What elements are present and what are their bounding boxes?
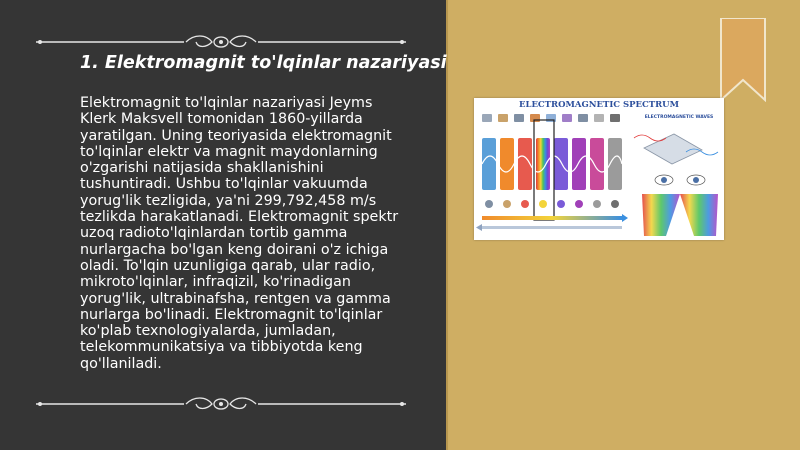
bookmark-ribbon-icon: [719, 18, 767, 102]
image-heading: ELECTROMAGNETIC SPECTRUM: [518, 100, 680, 110]
image-subheading: ELECTROMAGNETIC WAVES: [644, 115, 714, 120]
slide-title: 1. Elektromagnit to'lqinlar nazariyasi: [80, 53, 447, 73]
slide-body-text: Elektromagnit to'lqinlar nazariyasi Jeyms Klerk Maksvell tomonidan 1860-yillarda yaratilgan. Uning teoriyasida elektromagnit to'lqinlar elektr va magnit maydonlarning o'zgarishi natijasida shakllanishini tushuntiradi. Ushbu to'lqinlar vakuumda yorug'lik tezligida, ya'ni 299,792,458 m/s tezlikda harakatlanadi. Elektromagnit spektr uzoq radioto'lqinlardan tortib gamma nurlargacha bo'lgan keng doirani o'z ichiga oladi. To'lqin uzunligiga qarab, ular radio, mikroto'lqinlar, infraqizil, ko'rinadigan yorug'lik, ultrabinafsha, rentgen va gamma nurlarga bo'linadi. Elektromagnit to'lqinlar ko'plab texnologiyalarda, jumladan, telekommunikatsiya va tibbiyotda keng qo'llaniladi.: [80, 95, 399, 372]
ornament-divider-bottom-icon: [36, 392, 406, 416]
ornament-divider-top-icon: [36, 30, 406, 54]
electromagnetic-spectrum-image: [474, 98, 724, 240]
